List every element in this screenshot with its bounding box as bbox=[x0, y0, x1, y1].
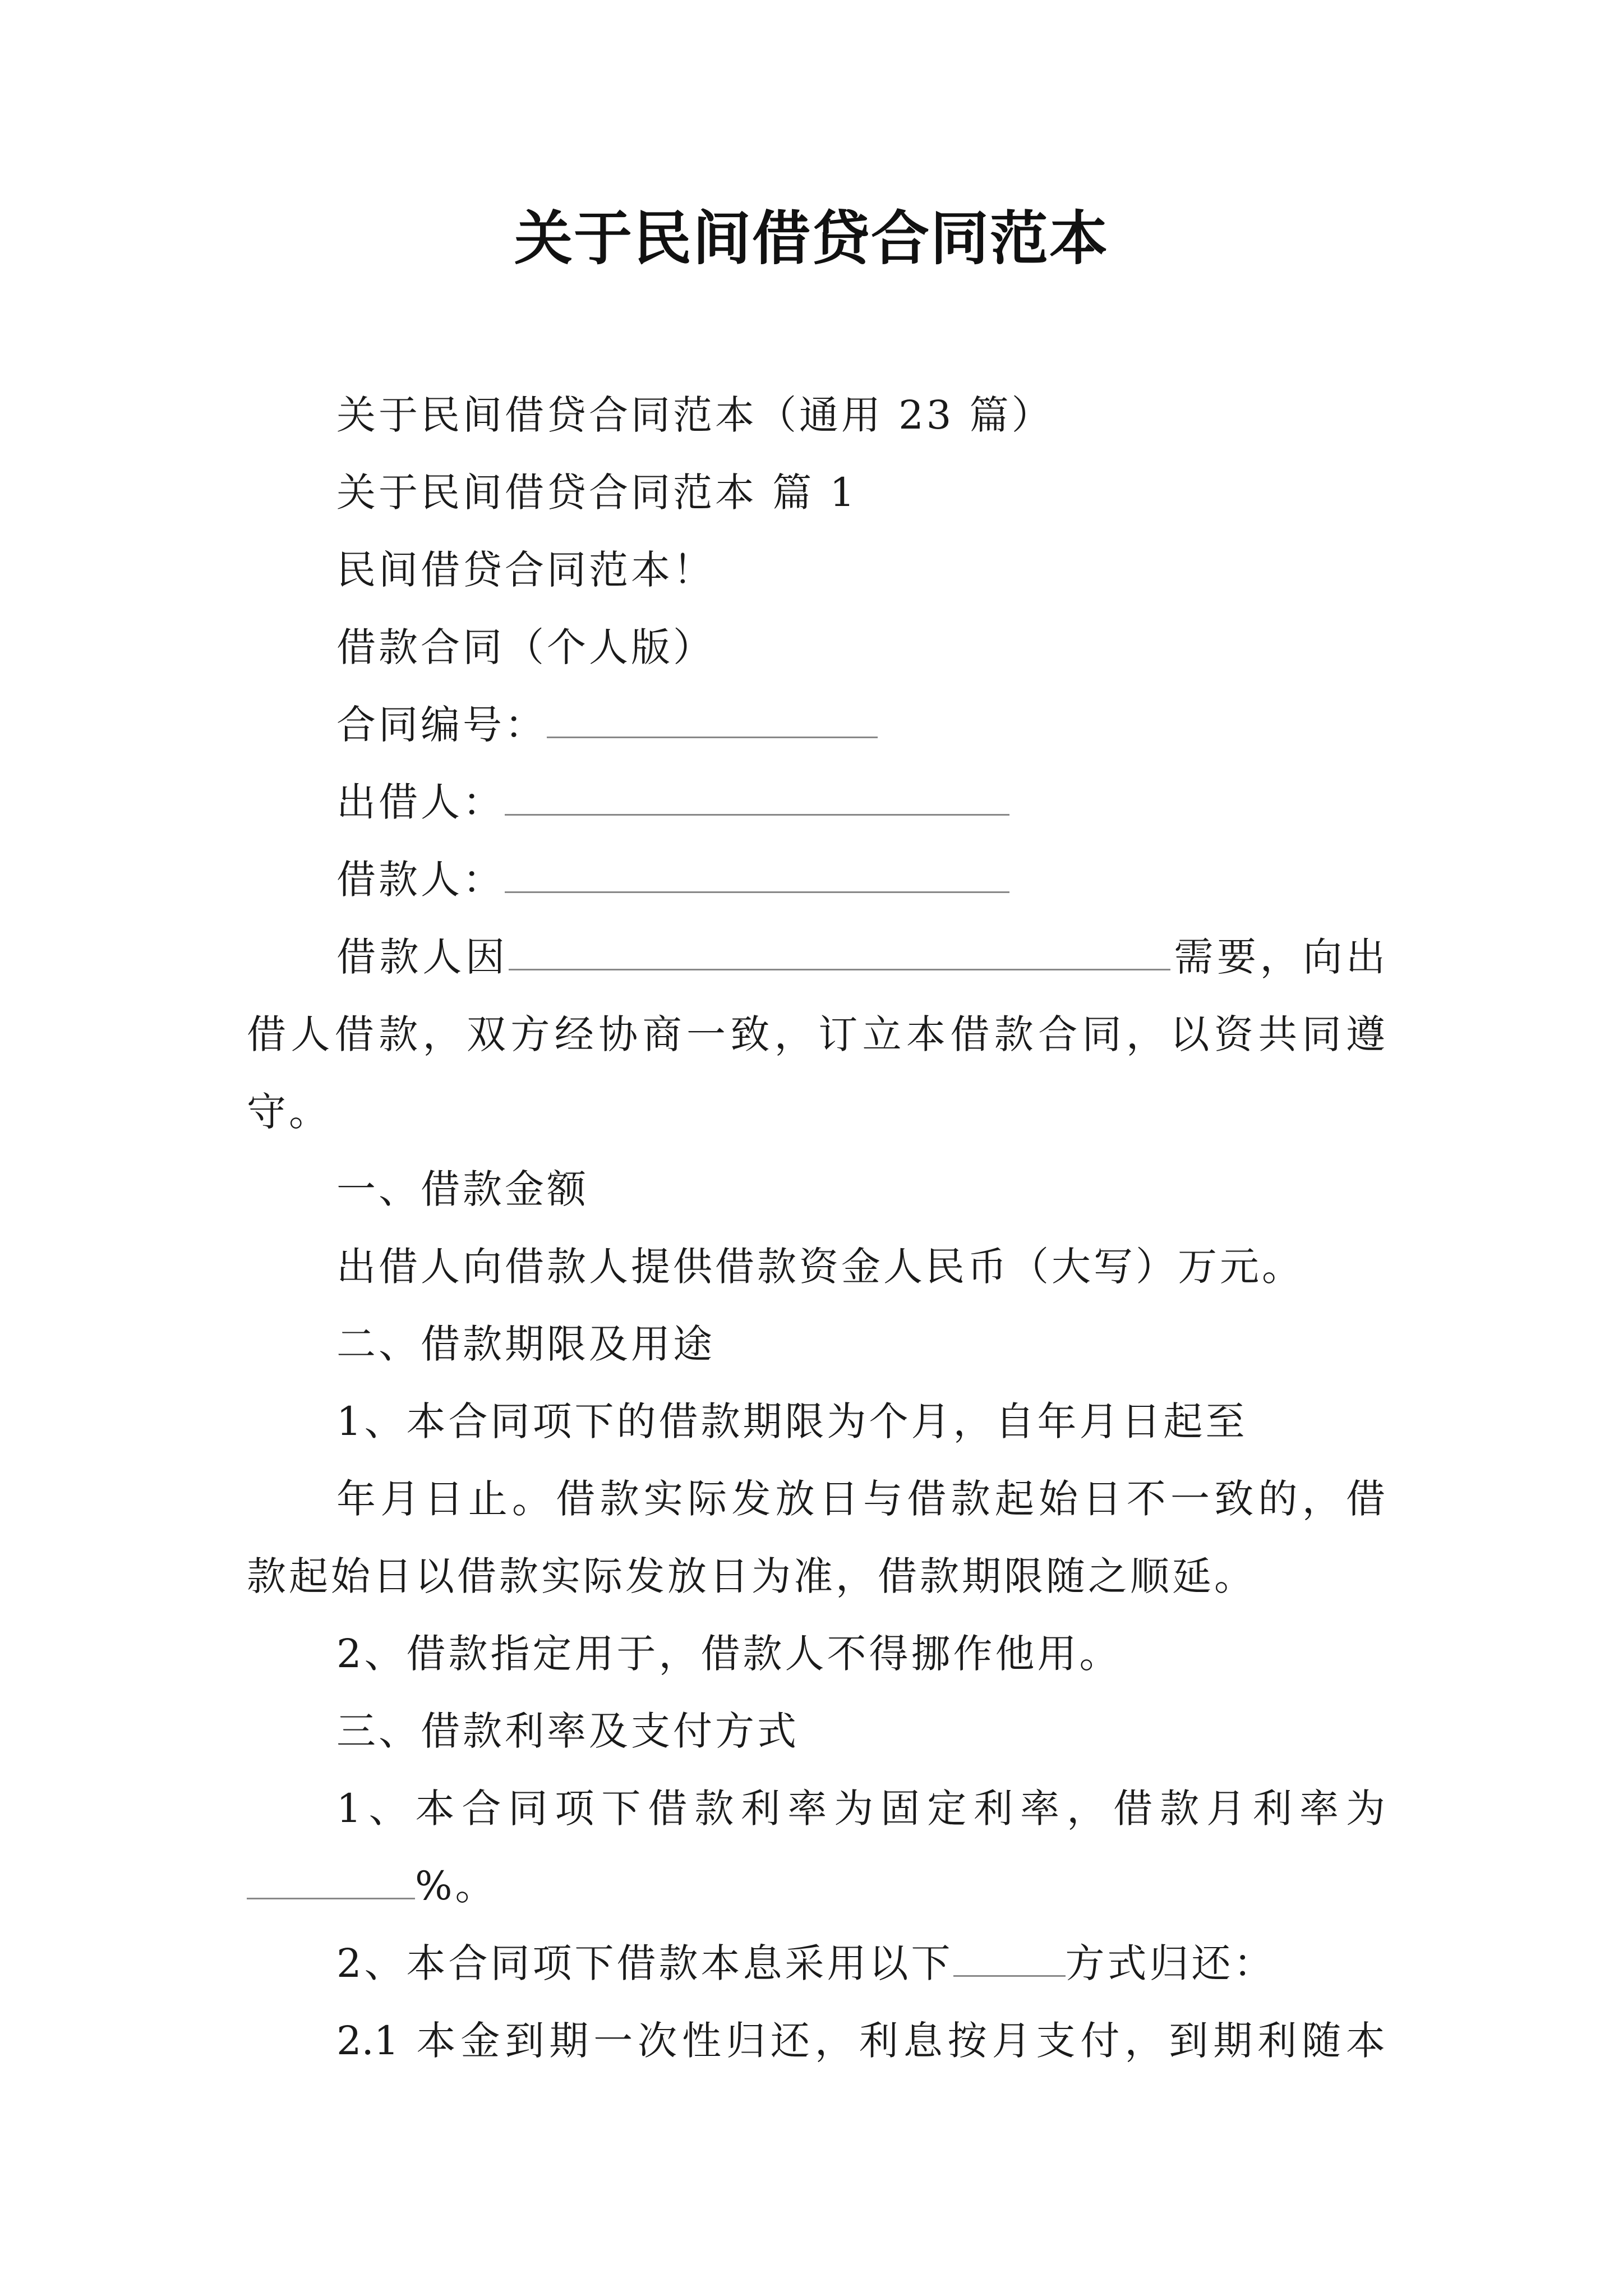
purpose-blank bbox=[509, 930, 1170, 970]
paragraph: 2、借款指定用于，借款人不得挪作他用。 bbox=[336, 1631, 1122, 1677]
paragraph: 1、本合同项下的借款期限为个月，自年月日起至 bbox=[336, 1398, 1248, 1444]
lender-label: 出借人： bbox=[336, 779, 505, 825]
paragraph-line: 2.1 本金到期一次性归还，利息按月支付，到期利随本 bbox=[336, 2018, 1385, 2064]
borrower-row bbox=[336, 852, 1009, 908]
contract-number-blank bbox=[547, 697, 878, 738]
section-heading: 一、借款金额 bbox=[336, 1166, 589, 1212]
paragraph-line: 借人借款，双方经协商一致，订立本借款合同，以资共同遵 bbox=[247, 1011, 1385, 1057]
paragraph-line: 1、本合同项下借款利率为固定利率，借款月利率为 bbox=[336, 1786, 1385, 1832]
borrower-blank bbox=[505, 852, 1009, 893]
paragraph: 民间借贷合同范本！ bbox=[336, 547, 715, 593]
paragraph-line: 守。 bbox=[247, 1089, 331, 1135]
paragraph-line: 款起始日以借款实际发放日为准，借款期限随之顺延。 bbox=[247, 1553, 1256, 1599]
paragraph-line bbox=[336, 929, 1385, 985]
paragraph: 出借人向借款人提供借款资金人民币（大写）万元。 bbox=[336, 1244, 1304, 1290]
text-span: 需要，向出 bbox=[1170, 934, 1386, 980]
paragraph-line bbox=[336, 1935, 1276, 1991]
section-heading: 二、借款期限及用途 bbox=[336, 1321, 715, 1367]
text-span: 2、本合同项下借款本息采用以下 bbox=[336, 1940, 953, 1986]
lender-row bbox=[336, 774, 1009, 830]
paragraph-line: 年月日止。借款实际发放日与借款起始日不一致的，借 bbox=[336, 1476, 1385, 1522]
borrower-label: 借款人： bbox=[336, 857, 505, 903]
subtitle-line: 关于民间借贷合同范本（通用 23 篇） bbox=[336, 392, 1054, 438]
paragraph-line bbox=[247, 1858, 497, 1914]
method-blank bbox=[953, 1936, 1066, 1977]
document-title: 关于民间借贷合同范本 bbox=[514, 204, 1109, 273]
contract-heading: 借款合同（个人版） bbox=[336, 624, 715, 670]
text-span: 借款人因 bbox=[336, 934, 509, 980]
contract-number-row bbox=[336, 697, 878, 753]
section-heading: 三、借款利率及支付方式 bbox=[336, 1708, 799, 1754]
contract-number-label: 合同编号： bbox=[336, 702, 547, 748]
section-heading: 关于民间借贷合同范本 篇 1 bbox=[336, 470, 858, 516]
text-span: 方式归还： bbox=[1065, 1940, 1276, 1986]
lender-blank bbox=[505, 775, 1009, 816]
text-span: %。 bbox=[415, 1863, 497, 1909]
rate-blank bbox=[247, 1858, 415, 1899]
